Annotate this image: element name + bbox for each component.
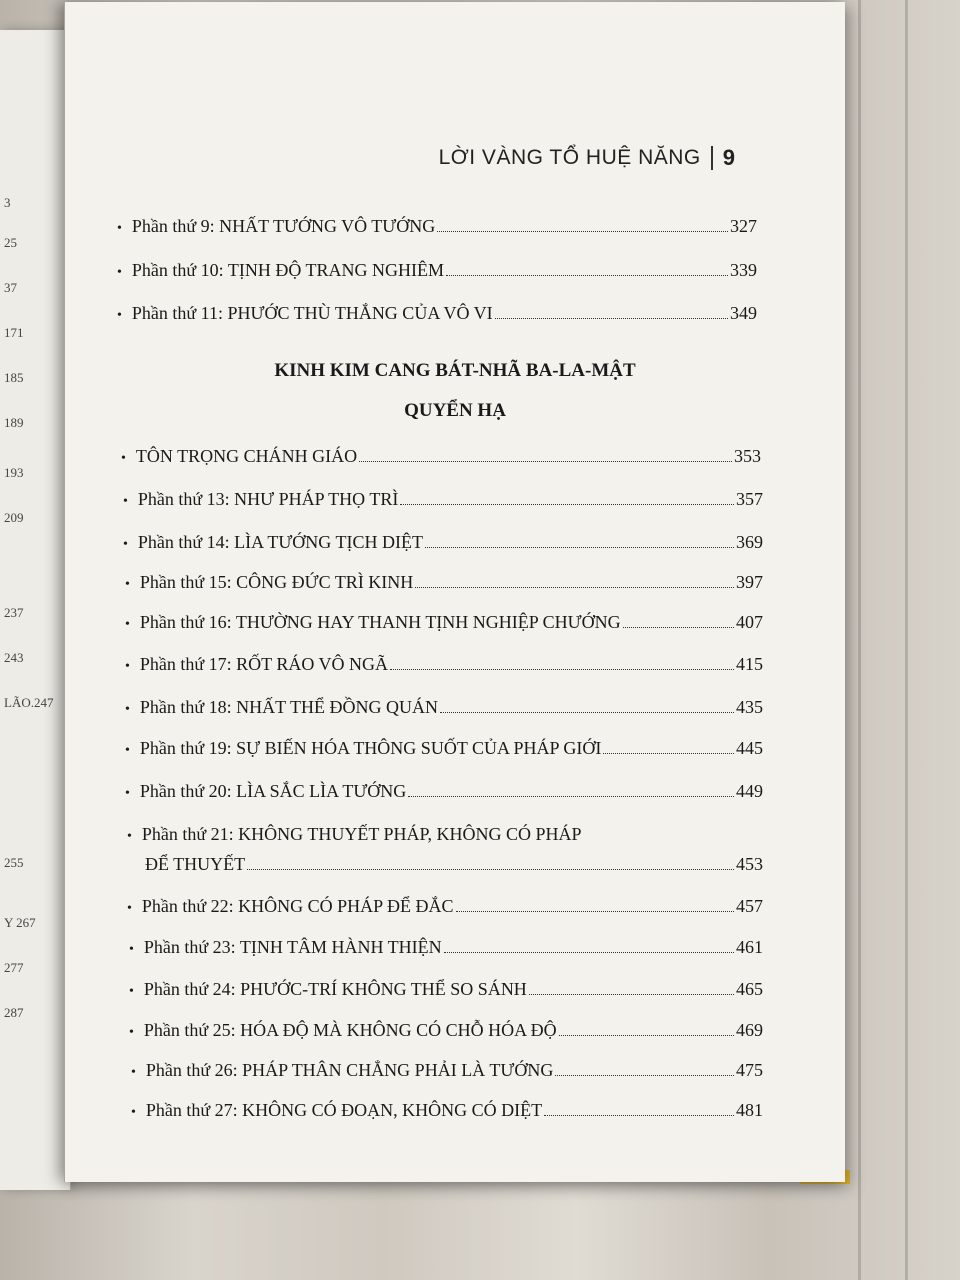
dot-leader [603, 753, 734, 754]
toc-entry-page: 465 [736, 979, 763, 999]
bullet-icon: • [121, 451, 126, 466]
toc-entry-page: 369 [736, 532, 763, 552]
bullet-icon: • [125, 577, 130, 592]
toc-entry [117, 260, 757, 281]
page-number: 9 [722, 145, 735, 170]
toc-entry [123, 489, 763, 510]
toc-entry-label: Phần thứ 9: NHẤT TƯỚNG VÔ TƯỚNG [131, 216, 436, 236]
dot-leader [390, 669, 734, 670]
bullet-icon: • [125, 702, 130, 717]
dot-leader [555, 1075, 734, 1076]
toc-entry-label: Phần thứ 10: TỊNH ĐỘ TRANG NGHIÊM [131, 260, 444, 280]
toc-entry-page: 449 [736, 781, 763, 801]
toc-entry-page: 445 [736, 738, 763, 758]
toc-entry [129, 937, 763, 958]
toc-entry-label: TÔN TRỌNG CHÁNH GIÁO [135, 446, 358, 466]
left-page-number: 243 [4, 650, 24, 665]
toc-entry [125, 654, 763, 675]
toc-entry [131, 1100, 763, 1121]
toc-entry-label: Phần thứ 26: PHÁP THÂN CHẲNG PHẢI LÀ TƯỚNG [145, 1060, 554, 1080]
dot-leader [247, 869, 734, 870]
toc-entry-label: Phần thứ 19: SỰ BIẾN HÓA THÔNG SUỐT CỦA PHÁP GIỚI [139, 738, 602, 758]
left-page-number: 185 [4, 370, 24, 385]
toc-entry-label: Phần thứ 27: KHÔNG CÓ ĐOẠN, KHÔNG CÓ DIỆT [145, 1100, 543, 1120]
toc-entry-page: 453 [736, 854, 763, 874]
bullet-icon: • [117, 265, 122, 280]
toc-entry-page: 407 [736, 612, 763, 632]
left-page [0, 30, 71, 1190]
book-page [64, 2, 845, 1182]
toc-entry-label: Phần thứ 14: LÌA TƯỚNG TỊCH DIỆT [137, 532, 423, 552]
toc-entry-page: 353 [734, 446, 761, 466]
header-divider [711, 146, 713, 170]
left-page-number: 277 [4, 960, 24, 975]
bullet-icon: • [131, 1105, 136, 1120]
toc-entry-label: Phần thứ 20: LÌA SẮC LÌA TƯỚNG [139, 781, 407, 801]
bullet-icon: • [131, 1065, 136, 1080]
toc-entry [127, 824, 763, 845]
dot-leader [437, 231, 728, 232]
dot-leader [444, 952, 734, 953]
left-page-number: 189 [4, 415, 24, 430]
toc-entry [125, 781, 763, 802]
toc-entry-label: Phần thứ 15: CÔNG ĐỨC TRÌ KINH [139, 572, 414, 592]
dot-leader [408, 796, 734, 797]
bullet-icon: • [129, 984, 134, 999]
toc-entry-page: 475 [736, 1060, 763, 1080]
book-title: LỜI VÀNG TỔ HUỆ NĂNG [438, 146, 701, 169]
toc-entry-page: 339 [730, 260, 757, 280]
toc-entry-continuation [145, 854, 763, 875]
dot-leader [359, 461, 732, 462]
left-page-number: 209 [4, 510, 24, 525]
left-page-number: 171 [4, 325, 24, 340]
left-page-number: 25 [4, 235, 17, 250]
toc-entry [121, 446, 761, 467]
dot-leader [623, 627, 734, 628]
bullet-icon: • [127, 829, 132, 844]
toc-entry-page: 357 [736, 489, 763, 509]
dot-leader [544, 1115, 734, 1116]
toc-entry-page: 415 [736, 654, 763, 674]
bullet-icon: • [123, 537, 128, 552]
wood-grain [858, 0, 861, 1280]
left-page-number: 255 [4, 855, 24, 870]
dot-leader [400, 504, 734, 505]
toc-entry [129, 1020, 763, 1041]
toc-entry-label: Phần thứ 23: TỊNH TÂM HÀNH THIỆN [143, 937, 442, 957]
bullet-icon: • [127, 901, 132, 916]
dot-leader [456, 911, 734, 912]
left-page-number: 193 [4, 465, 24, 480]
dot-leader [446, 275, 728, 276]
toc-entry-page: 435 [736, 697, 763, 717]
toc-entry [117, 303, 757, 324]
toc-entry [125, 697, 763, 718]
toc-entry-page: 349 [730, 303, 757, 323]
left-page-number: LÃO.247 [4, 695, 54, 710]
bullet-icon: • [129, 1025, 134, 1040]
section-title: KINH KIM CANG BÁT-NHÃ BA-LA-MẬT [274, 360, 636, 381]
toc-entry-label-line2: ĐỂ THUYẾT [145, 854, 246, 874]
left-page-number: 3 [4, 195, 11, 210]
dot-leader [495, 318, 728, 319]
bullet-icon: • [125, 786, 130, 801]
toc-entry-label: Phần thứ 24: PHƯỚC-TRÍ KHÔNG THỂ SO SÁNH [143, 979, 527, 999]
bullet-icon: • [125, 617, 130, 632]
toc-entry [125, 572, 763, 593]
bullet-icon: • [125, 743, 130, 758]
toc-entry-page: 481 [736, 1100, 763, 1120]
toc-entry-label: Phần thứ 13: NHƯ PHÁP THỌ TRÌ [137, 489, 399, 509]
toc-entry [125, 738, 763, 759]
bullet-icon: • [123, 494, 128, 509]
dot-leader [425, 547, 734, 548]
toc-entry [129, 979, 763, 1000]
toc-entry-label: Phần thứ 11: PHƯỚC THÙ THẮNG CỦA VÔ VI [131, 303, 493, 323]
toc-entry-label: Phần thứ 16: THƯỜNG HAY THANH TỊNH NGHIỆP CHƯỚNG [139, 612, 621, 632]
toc-entry [123, 532, 763, 553]
left-page-number: 237 [4, 605, 24, 620]
bullet-icon: • [117, 221, 122, 236]
toc-entry [125, 612, 763, 633]
toc-entry-label: Phần thứ 22: KHÔNG CÓ PHÁP ĐỂ ĐẮC [141, 896, 454, 916]
bullet-icon: • [129, 942, 134, 957]
left-page-number: 287 [4, 1005, 24, 1020]
dot-leader [440, 712, 734, 713]
toc-entry-page: 461 [736, 937, 763, 957]
toc-entry-label: Phần thứ 17: RỐT RÁO VÔ NGÃ [139, 654, 389, 674]
toc-entry-page: 457 [736, 896, 763, 916]
section-subtitle: QUYỂN HẠ [404, 400, 506, 421]
toc-entry [127, 896, 763, 917]
left-page-number: 37 [4, 280, 17, 295]
toc-entry-page: 327 [730, 216, 757, 236]
toc-entry-label: Phần thứ 18: NHẤT THỂ ĐỒNG QUÁN [139, 697, 438, 717]
toc-entry [117, 216, 757, 237]
toc-entry-label: Phần thứ 25: HÓA ĐỘ MÀ KHÔNG CÓ CHỖ HÓA ĐỘ [143, 1020, 557, 1040]
wood-grain [905, 0, 908, 1280]
bullet-icon: • [117, 308, 122, 323]
bullet-icon: • [125, 659, 130, 674]
toc-entry-page: 397 [736, 572, 763, 592]
toc-entry [131, 1060, 763, 1081]
toc-entry-label: Phần thứ 21: KHÔNG THUYẾT PHÁP, KHÔNG CÓ PHÁP [141, 824, 582, 844]
dot-leader [415, 587, 734, 588]
left-page-number: Y 267 [4, 915, 36, 930]
dot-leader [529, 994, 734, 995]
dot-leader [559, 1035, 734, 1036]
running-header [439, 145, 735, 171]
toc-entry-page: 469 [736, 1020, 763, 1040]
